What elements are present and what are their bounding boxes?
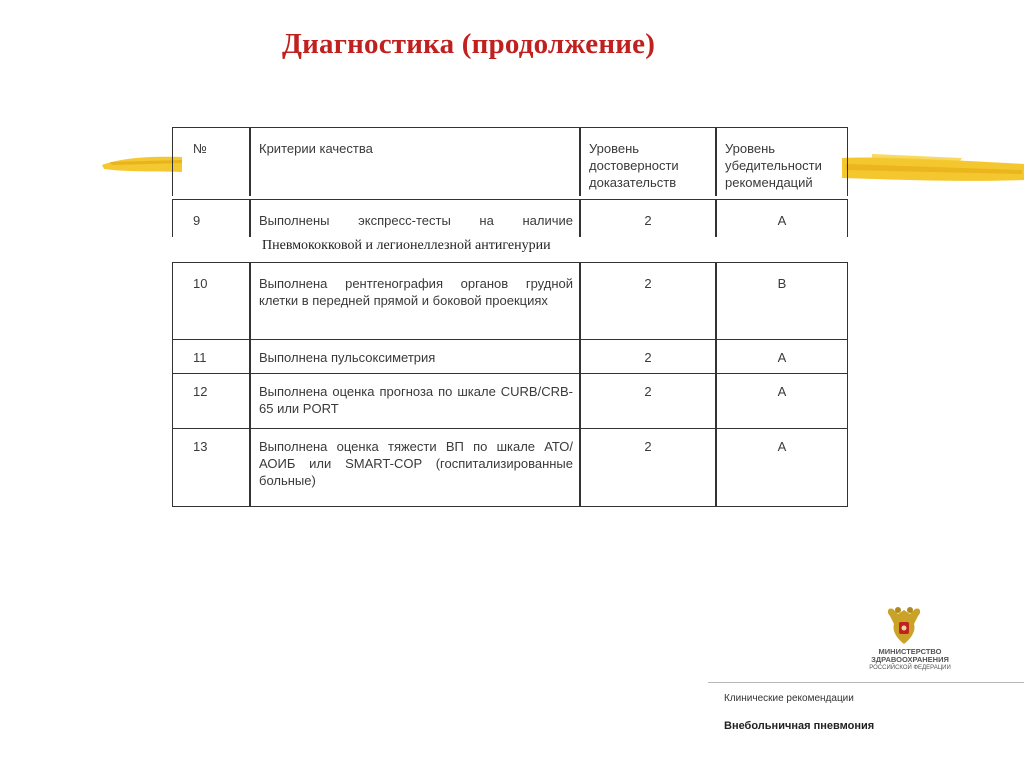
row-criteria: Выполнена пульсоксиметрия: [250, 340, 580, 373]
row-criteria: Выполнена рентгенография органов грудной клетки в передней прямой и боковой проекциях: [250, 263, 580, 339]
header-criteria: Критерии качества: [250, 128, 580, 196]
ministry-line-1: МИНИСТЕРСТВО: [878, 647, 942, 656]
row-criteria: Выполнена оценка прогноза по шкале CURB/CRB-65 или PORT: [250, 374, 580, 428]
row-grade: B: [716, 263, 848, 339]
header-evidence-level: Уровень достоверности доказательств: [580, 128, 716, 196]
header-num: №: [172, 128, 250, 196]
ministry-line-2: ЗДРАВООХРАНЕНИЯ: [871, 655, 949, 664]
table-row: [172, 200, 848, 237]
header-recommendation-grade: Уровень убедительности рекомендаций: [716, 128, 848, 196]
ministry-line-3: РОССИЙСКОЙ ФЕДЕРАЦИИ: [869, 665, 951, 671]
row-grade: A: [716, 429, 848, 506]
highlighter-stroke-left: [100, 150, 182, 176]
row-evidence: 2: [580, 429, 716, 506]
row-evidence: 2: [580, 374, 716, 428]
row-num: 13: [172, 429, 250, 506]
row-evidence: 2: [580, 263, 716, 339]
table-border: [172, 506, 848, 507]
overlay-text: Пневмококковой и легионеллезной антигенурии: [262, 238, 551, 253]
table-row: [172, 340, 848, 373]
row-criteria: Выполнены экспресс-тесты на наличие: [250, 200, 580, 237]
table-header: [172, 128, 848, 196]
table-row: [172, 429, 848, 506]
slide-title: Диагностика (продолжение): [282, 28, 656, 60]
row-grade: A: [716, 200, 848, 237]
row-criteria: Выполнена оценка тяжести ВП по шкале АТО/АОИБ или SMART-COP (госпитализированные больные): [250, 429, 580, 506]
footer-guidelines-label: Клинические рекомендации: [724, 693, 854, 704]
highlighter-stroke-right: [842, 150, 1024, 188]
row-num: 10: [172, 263, 250, 339]
row-num: 12: [172, 374, 250, 428]
footer-divider: [708, 682, 1024, 683]
ministry-caption: [860, 648, 960, 672]
table-border: [172, 127, 848, 128]
table-row: [172, 374, 848, 428]
row-evidence: 2: [580, 200, 716, 237]
footer-topic-label: Внебольничная пневмония: [724, 720, 875, 732]
row-grade: A: [716, 374, 848, 428]
row-grade: A: [716, 340, 848, 373]
row-evidence: 2: [580, 340, 716, 373]
ministry-emblem-icon: [884, 604, 924, 648]
row-num: 9: [172, 200, 250, 237]
table-row: [172, 263, 848, 339]
row-num: 11: [172, 340, 250, 373]
